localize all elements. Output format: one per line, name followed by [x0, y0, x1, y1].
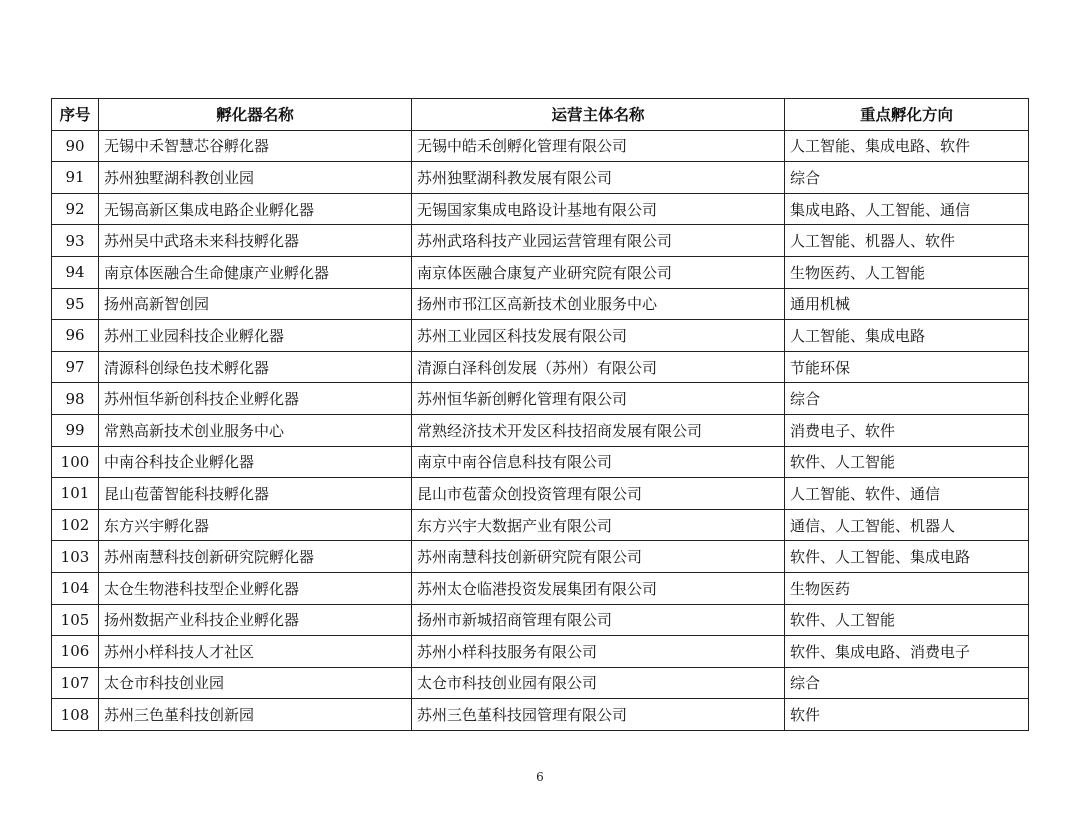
incubator-table [51, 98, 1029, 731]
table-header-row [52, 99, 1029, 131]
table-row [52, 320, 1029, 352]
focus-direction-cell: 人工智能、机器人、软件 [785, 225, 1029, 257]
incubator-name-cell: 扬州高新智创园 [99, 288, 412, 320]
row-index-cell: 91 [52, 162, 99, 194]
table-row [52, 225, 1029, 257]
row-index-cell: 100 [52, 446, 99, 478]
incubator-name-cell: 清源科创绿色技术孵化器 [99, 351, 412, 383]
operator-name-cell: 扬州市新城招商管理有限公司 [412, 604, 785, 636]
operator-name-cell: 无锡中皓禾创孵化管理有限公司 [412, 130, 785, 162]
operator-name-cell: 常熟经济技术开发区科技招商发展有限公司 [412, 414, 785, 446]
incubator-name-cell: 中南谷科技企业孵化器 [99, 446, 412, 478]
table-row [52, 383, 1029, 415]
row-index-cell: 108 [52, 699, 99, 731]
row-index-cell: 96 [52, 320, 99, 352]
row-index-cell: 105 [52, 604, 99, 636]
operator-name-cell: 苏州南慧科技创新研究院有限公司 [412, 541, 785, 573]
incubator-name-cell: 苏州工业园科技企业孵化器 [99, 320, 412, 352]
incubator-name-cell: 苏州恒华新创科技企业孵化器 [99, 383, 412, 415]
focus-direction-cell: 人工智能、软件、通信 [785, 478, 1029, 510]
row-index-cell: 94 [52, 256, 99, 288]
row-index-cell: 95 [52, 288, 99, 320]
row-index-cell: 90 [52, 130, 99, 162]
row-index-cell: 102 [52, 509, 99, 541]
row-index-cell: 101 [52, 478, 99, 510]
row-index-cell: 98 [52, 383, 99, 415]
row-index-cell: 92 [52, 193, 99, 225]
header-focus-direction: 重点孵化方向 [785, 99, 1029, 131]
row-index-cell: 106 [52, 636, 99, 668]
operator-name-cell: 苏州小样科技服务有限公司 [412, 636, 785, 668]
header-operator-name: 运营主体名称 [412, 99, 785, 131]
table-row [52, 604, 1029, 636]
operator-name-cell: 苏州恒华新创孵化管理有限公司 [412, 383, 785, 415]
focus-direction-cell: 综合 [785, 667, 1029, 699]
focus-direction-cell: 软件、人工智能、集成电路 [785, 541, 1029, 573]
table-row [52, 130, 1029, 162]
focus-direction-cell: 消费电子、软件 [785, 414, 1029, 446]
incubator-name-cell: 昆山苞蕾智能科技孵化器 [99, 478, 412, 510]
row-index-cell: 93 [52, 225, 99, 257]
incubator-name-cell: 无锡中禾智慧芯谷孵化器 [99, 130, 412, 162]
row-index-cell: 103 [52, 541, 99, 573]
incubator-name-cell: 扬州数据产业科技企业孵化器 [99, 604, 412, 636]
table-body [52, 130, 1029, 730]
incubator-name-cell: 南京体医融合生命健康产业孵化器 [99, 256, 412, 288]
operator-name-cell: 南京中南谷信息科技有限公司 [412, 446, 785, 478]
focus-direction-cell: 人工智能、集成电路 [785, 320, 1029, 352]
focus-direction-cell: 人工智能、集成电路、软件 [785, 130, 1029, 162]
incubator-name-cell: 无锡高新区集成电路企业孵化器 [99, 193, 412, 225]
incubator-name-cell: 太仓生物港科技型企业孵化器 [99, 572, 412, 604]
operator-name-cell: 苏州独墅湖科教发展有限公司 [412, 162, 785, 194]
operator-name-cell: 无锡国家集成电路设计基地有限公司 [412, 193, 785, 225]
header-index: 序号 [52, 99, 99, 131]
focus-direction-cell: 生物医药、人工智能 [785, 256, 1029, 288]
table-row [52, 667, 1029, 699]
table-row [52, 351, 1029, 383]
focus-direction-cell: 软件 [785, 699, 1029, 731]
operator-name-cell: 清源白泽科创发展（苏州）有限公司 [412, 351, 785, 383]
table-row [52, 162, 1029, 194]
operator-name-cell: 南京体医融合康复产业研究院有限公司 [412, 256, 785, 288]
table-row [52, 478, 1029, 510]
focus-direction-cell: 软件、人工智能 [785, 446, 1029, 478]
operator-name-cell: 苏州三色堇科技园管理有限公司 [412, 699, 785, 731]
incubator-name-cell: 苏州吴中武珞未来科技孵化器 [99, 225, 412, 257]
table-row [52, 636, 1029, 668]
focus-direction-cell: 通信、人工智能、机器人 [785, 509, 1029, 541]
table-row [52, 699, 1029, 731]
table-row [52, 509, 1029, 541]
table-row [52, 288, 1029, 320]
focus-direction-cell: 软件、集成电路、消费电子 [785, 636, 1029, 668]
table-row [52, 414, 1029, 446]
header-incubator-name: 孵化器名称 [99, 99, 412, 131]
table-row [52, 541, 1029, 573]
table-row [52, 256, 1029, 288]
focus-direction-cell: 软件、人工智能 [785, 604, 1029, 636]
incubator-name-cell: 苏州三色堇科技创新园 [99, 699, 412, 731]
row-index-cell: 107 [52, 667, 99, 699]
operator-name-cell: 太仓市科技创业园有限公司 [412, 667, 785, 699]
operator-name-cell: 苏州工业园区科技发展有限公司 [412, 320, 785, 352]
table-row [52, 193, 1029, 225]
table-row [52, 446, 1029, 478]
focus-direction-cell: 生物医药 [785, 572, 1029, 604]
incubator-name-cell: 苏州南慧科技创新研究院孵化器 [99, 541, 412, 573]
incubator-name-cell: 太仓市科技创业园 [99, 667, 412, 699]
operator-name-cell: 扬州市邗江区高新技术创业服务中心 [412, 288, 785, 320]
operator-name-cell: 苏州太仓临港投资发展集团有限公司 [412, 572, 785, 604]
operator-name-cell: 昆山市苞蕾众创投资管理有限公司 [412, 478, 785, 510]
operator-name-cell: 苏州武珞科技产业园运营管理有限公司 [412, 225, 785, 257]
page-number: 6 [536, 770, 544, 784]
operator-name-cell: 东方兴宇大数据产业有限公司 [412, 509, 785, 541]
focus-direction-cell: 节能环保 [785, 351, 1029, 383]
incubator-name-cell: 苏州小样科技人才社区 [99, 636, 412, 668]
row-index-cell: 104 [52, 572, 99, 604]
incubator-name-cell: 常熟高新技术创业服务中心 [99, 414, 412, 446]
table-row [52, 572, 1029, 604]
incubator-name-cell: 苏州独墅湖科教创业园 [99, 162, 412, 194]
row-index-cell: 99 [52, 414, 99, 446]
focus-direction-cell: 综合 [785, 383, 1029, 415]
focus-direction-cell: 集成电路、人工智能、通信 [785, 193, 1029, 225]
focus-direction-cell: 通用机械 [785, 288, 1029, 320]
row-index-cell: 97 [52, 351, 99, 383]
incubator-name-cell: 东方兴宇孵化器 [99, 509, 412, 541]
focus-direction-cell: 综合 [785, 162, 1029, 194]
